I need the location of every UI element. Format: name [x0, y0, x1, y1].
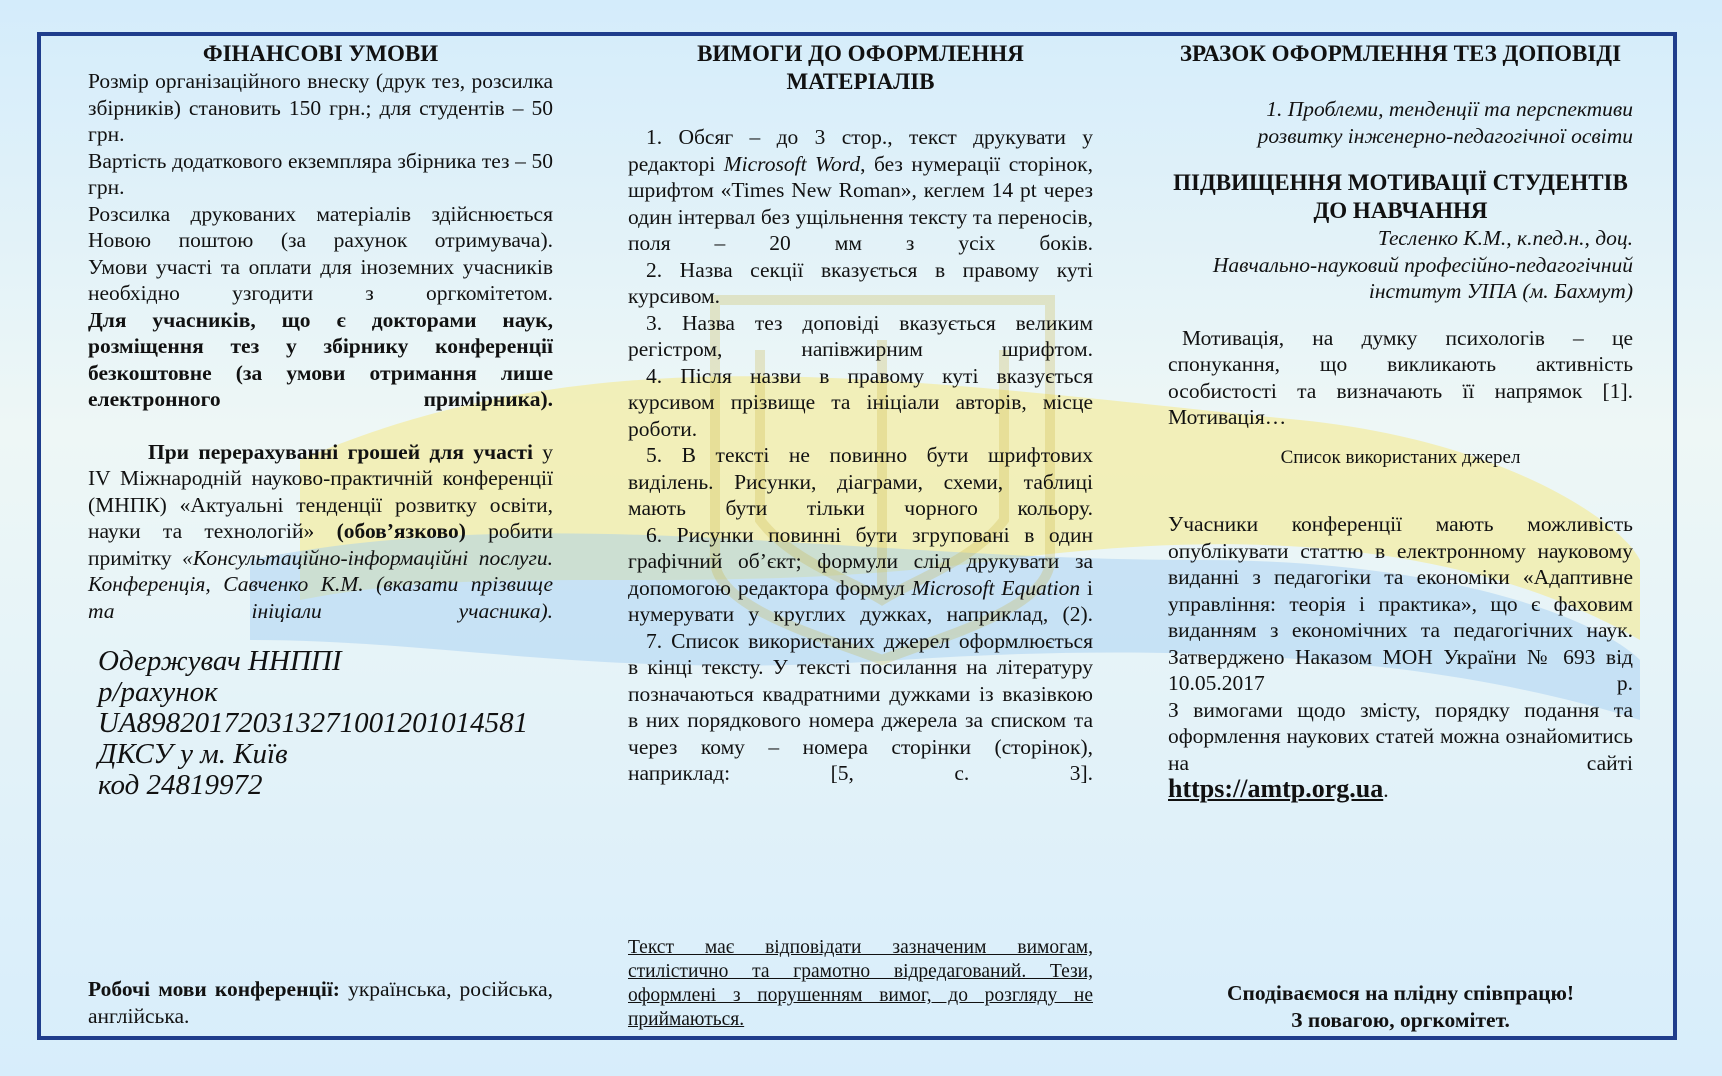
- fee-paragraph: Розмір організаційного внеску (друк тез, розсилка збірників) становить 150 грн.; для студентів – 50 грн.: [88, 69, 553, 146]
- payment-note: «Консультаційно-інформаційні послуги. Конференція, Савченко К.М. (вказати прізвище та ініціали учасника).: [88, 545, 553, 623]
- site-link-line: https://amtp.org.ua.: [1168, 774, 1389, 803]
- languages-list: українська, російська, англійська.: [88, 977, 553, 1028]
- extra-copy-paragraph: Вартість додаткового екземпляра збірника тез – 50 грн.: [88, 148, 553, 199]
- sample-section: 1. Проблеми, тенденції та перспективи розвитку інженерно-педагогічної освіти: [1257, 97, 1633, 148]
- sample-affiliation: Навчально-науковий професійно-педагогічний інститут УІПА (м. Бахмут): [1212, 252, 1633, 303]
- payment-paragraph: [88, 439, 553, 625]
- working-languages: [88, 976, 553, 1029]
- requirements-link-paragraph: З вимогами щодо змісту, порядку подання та оформлення наукових статей можна ознайомитись на сайті: [1168, 697, 1633, 775]
- sample-column: [1168, 40, 1633, 804]
- requirement-4: 4. Після назви в правому куті вказується курсивом прізвище та ініціали авторів, місце роботи.: [628, 363, 1093, 441]
- requirement-5: 5. В тексті не повинно бути шрифтових виділень. Рисунки, діаграми, схеми, таблиці мають бути тільки чорного кольору.: [628, 443, 1093, 520]
- requirement-2: 2. Назва секції вказується в правому куті курсивом.: [628, 257, 1093, 308]
- sample-heading: ЗРАЗОК ОФОРМЛЕННЯ ТЕЗ ДОПОВІДІ: [1179, 41, 1622, 66]
- mailing-paragraph: Розсилка друкованих матеріалів здійснюється Новою поштою (за рахунок отримувача).: [88, 201, 553, 252]
- publication-paragraph: Учасники конференції мають можливість опублікувати статтю в електронному науковому виданні з педагогіки та економіки «Адаптивне управління: теорія і практика», що є фаховим виданням з економічних та педагогічних наук. Затверджено Наказом МОН України № 693 від 10.05.2017 р.: [1168, 512, 1633, 695]
- recipient-line: ДКСУ у м. Київ: [98, 738, 288, 770]
- recipient-line: код 24819972: [98, 769, 263, 801]
- requirement-1: 1. Обсяг – до 3 стор., текст друкувати у редакторі Microsoft Word, без нумерації сторінок, шрифтом «Times New Roman», кеглем 14 pt через один інтервал без ущільнення тексту та переносів, поля – 20 мм з усіх боків.: [628, 125, 1093, 255]
- financial-terms-column: [88, 40, 553, 801]
- closing-line-2: З повагою, оргкомітет.: [1291, 1007, 1510, 1032]
- sample-sources: Список використаних джерел: [1280, 446, 1521, 468]
- financial-terms-heading: ФІНАНСОВІ УМОВИ: [202, 41, 439, 66]
- payment-mandatory: (обов’язково): [336, 519, 466, 543]
- requirements-heading: ВИМОГИ ДО ОФОРМЛЕННЯ МАТЕРІАЛІВ: [697, 41, 1024, 94]
- closing: [1168, 980, 1633, 1033]
- payment-mid: у IV Міжнародній науково-практичній конференції (МНПК) «Актуальні тенденції розвитку освіти, науки та технологій»: [88, 439, 554, 543]
- recipient-details: [98, 646, 553, 801]
- recipient-line: р/рахунок: [98, 676, 218, 708]
- sample-author: Тесленко К.М., к.пед.н., доц.: [1377, 226, 1633, 250]
- sample-title: ПІДВИЩЕННЯ МОТИВАЦІЇ СТУДЕНТІВ ДО НАВЧАННЯ: [1173, 170, 1628, 223]
- foreign-participants-paragraph: Умови участі та оплати для іноземних учасників необхідно узгодити з оргкомітетом.: [88, 254, 553, 305]
- closing-line-1: Сподіваємося на плідну співпрацю!: [1226, 981, 1575, 1005]
- sample-body: Мотивація, на думку психологів – це спонукання, що викликають активність особистості та визначають її напрямок [1]. Мотивація…: [1168, 325, 1633, 429]
- languages-label: Робочі мови конференції:: [88, 977, 340, 1001]
- recipient-line: Одержувач ННППІ: [98, 645, 342, 677]
- payment-bold: При перерахуванні грошей для участі: [148, 439, 533, 464]
- requirements-note: Текст має відповідати зазначеним вимогам, стилістично та грамотно відредагований. Тези, оформлені з порушенням вимог, до розгляду не приймаються.: [628, 937, 1093, 1030]
- site-link[interactable]: https://amtp.org.ua: [1168, 774, 1384, 803]
- requirement-3: 3. Назва тез доповіді вказується великим регістром, напівжирним шрифтом.: [628, 310, 1093, 361]
- recipient-line: UA898201720313271001201014581: [98, 707, 529, 739]
- requirements-column: [628, 40, 1093, 787]
- requirement-6: 6. Рисунки повинні бути згруповані в один графічний об’єкт; формули слід друкувати за допомогою редактора формул Microsoft Equation і нумерувати у круглих дужках, наприклад, (2).: [628, 522, 1093, 626]
- requirement-7: 7. Список використаних джерел оформлюється в кінці тексту. У тексті посилання на літературу позначаються квадратними дужками із вказівкою в них порядкового номера джерела за списком та через кому – номера сторінки (сторінок), наприклад: [5, с. 3].: [628, 628, 1093, 785]
- payment-tail: робити примітку: [88, 519, 553, 570]
- doctors-free-paragraph: Для учасників, що є докторами наук, розміщення тез у збірнику конференції безкоштовне (за умови отримання лише електронного примірника).: [88, 307, 553, 411]
